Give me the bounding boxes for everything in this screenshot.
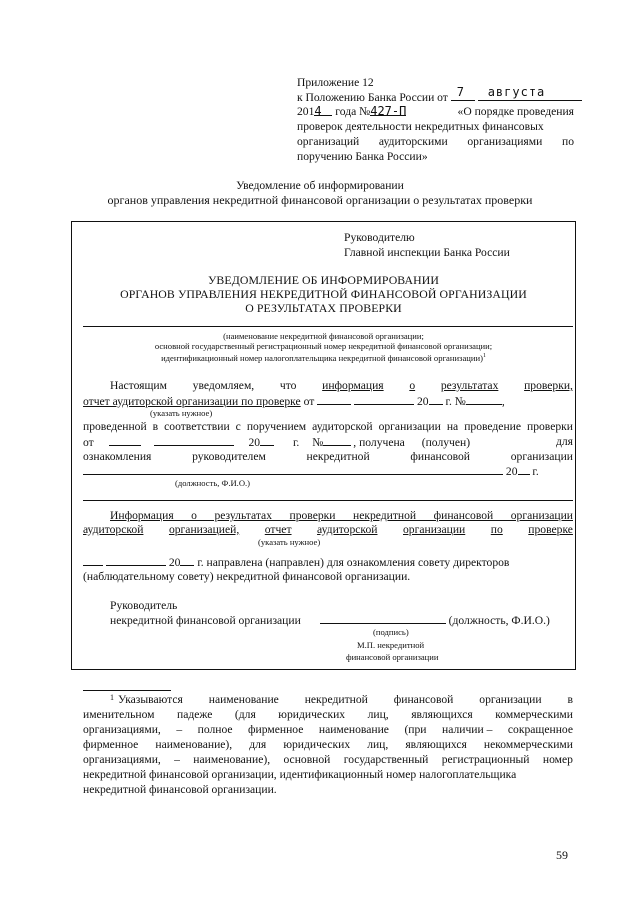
signatory-position-label: (должность, Ф.И.О.)	[448, 614, 550, 627]
word: проверке	[528, 523, 573, 536]
word: являющихся	[405, 738, 467, 751]
day-field	[451, 85, 475, 101]
word: сокращенное	[507, 723, 573, 736]
word: –	[176, 723, 183, 736]
word: наименование),	[193, 753, 271, 766]
word: о	[409, 379, 416, 392]
word: аудиторской	[317, 523, 378, 536]
date-day-field[interactable]	[317, 393, 351, 405]
word: –	[174, 753, 180, 766]
for-label: для	[555, 435, 573, 448]
manager-field[interactable]	[83, 463, 503, 475]
paragraph-1-line-2: отчет аудиторской организации по проверке от 20 г. № ,	[83, 395, 505, 408]
day-value: 7	[456, 85, 465, 99]
year2-20-label: 20	[248, 436, 261, 449]
regulation-number: 427-П	[370, 104, 407, 118]
g-label-2: г.	[532, 465, 539, 478]
signatory-line-2	[110, 612, 550, 628]
footnote-line-7: некредитной финансовой организации.	[83, 783, 277, 796]
word: Указываются	[118, 693, 183, 706]
received-label: , получена	[353, 436, 405, 449]
page-number: 59	[556, 848, 568, 862]
addressee-line-2: Главной инспекции Банка России	[344, 246, 510, 259]
appendix-regulation-line	[297, 85, 574, 105]
word: организации	[479, 693, 542, 706]
year-digit: 4	[314, 104, 332, 116]
paragraph-2-line-4: (наблюдательному совету) некредитной финансовой организации.	[83, 570, 411, 583]
word: юридических	[278, 708, 346, 721]
specify-hint: (указать нужное)	[150, 408, 213, 418]
paragraph-2-line-2	[83, 522, 573, 537]
year4-20-label: 20	[168, 556, 181, 569]
footnote-separator	[83, 690, 171, 691]
word: организациями,	[83, 723, 161, 736]
stamp-line-2: финансовой организации	[346, 652, 439, 662]
word: руководителем	[192, 450, 266, 463]
specify-hint-2: (указать нужное)	[258, 537, 321, 547]
date3-month-field[interactable]	[106, 554, 166, 566]
word: Настоящим	[110, 379, 167, 392]
form-heading-3: О РЕЗУЛЬТАТАХ ПРОВЕРКИ	[245, 301, 402, 315]
regulation-title-start: «О порядке проведения	[457, 105, 574, 118]
word: основной	[283, 753, 331, 766]
paragraph-1-line-6	[83, 463, 573, 479]
word: для	[249, 738, 267, 751]
word: в	[567, 693, 573, 706]
word: некредитной	[304, 693, 368, 706]
year-prefix: 201	[297, 105, 315, 118]
stamp-line-1: М.П. некредитной	[357, 640, 425, 650]
organization-name-field[interactable]	[83, 326, 573, 327]
appendix-label: Приложение 12	[297, 76, 374, 89]
doc-title-line-1: Уведомление об информировании	[236, 179, 404, 192]
from-label-2: от	[83, 436, 94, 449]
year-suffix: года №	[335, 105, 371, 118]
word: результатах	[440, 379, 499, 392]
word: информация	[322, 379, 384, 392]
info-field-line[interactable]	[83, 500, 573, 501]
position-hint: (должность, Ф.И.О.)	[175, 478, 251, 488]
word: организации	[510, 450, 573, 463]
date-month-field[interactable]	[354, 393, 414, 405]
form-heading-2: ОРГАНОВ УПРАВЛЕНИЯ НЕКРЕДИТНОЙ ФИНАНСОВОЙ ОРГАНИЗАЦИИ	[120, 287, 527, 301]
footnote-line-3	[83, 722, 573, 737]
word: наименование	[318, 723, 389, 736]
word: отчет	[264, 523, 292, 536]
word: именительном	[83, 708, 155, 721]
year-20-label: 20	[417, 395, 429, 408]
number2-field[interactable]	[323, 434, 351, 446]
word: финансовой	[410, 450, 471, 463]
paragraph-1-line-3: проведенной в соответствии с поручением аудиторской организации на проведение проверки	[83, 420, 573, 433]
word: коммерческими	[495, 708, 573, 721]
word: организацией,	[168, 523, 240, 536]
word: аудиторской	[83, 523, 144, 536]
form-heading-1: УВЕДОМЛЕНИЕ ОБ ИНФОРМИРОВАНИИ	[207, 273, 440, 287]
footnote-line-6: некредитной финансовой организации, идентификационный номер налогоплательщика	[83, 768, 517, 781]
doc-title-line-2: органов управления некредитной финансовой организации о результатах проверки	[107, 193, 533, 207]
word: организациями,	[83, 753, 161, 766]
word: некоммерческими	[483, 738, 573, 751]
word: что	[279, 379, 297, 392]
signature-field[interactable]	[320, 612, 446, 624]
word: полное	[197, 723, 233, 736]
paragraph-2-line-3	[83, 554, 573, 570]
from-label: от	[303, 395, 315, 408]
org-hint-2: основной государственный регистрационный номер некредитной финансовой организации;	[154, 341, 493, 351]
word: номер	[542, 753, 573, 766]
g-label: г.	[292, 436, 300, 449]
year3-field[interactable]	[518, 463, 530, 475]
footnote-line-5	[83, 752, 573, 767]
org-hint-3-text: идентификационный номер налогоплательщика некредитной финансовой организации)	[161, 352, 483, 363]
signature-hint: (подпись)	[373, 627, 409, 637]
month-field	[478, 85, 582, 101]
month-value: августа	[487, 85, 546, 99]
footnote-line-1	[118, 692, 573, 707]
addressee-line-1: Руководителю	[344, 231, 415, 244]
word: фирменное	[248, 723, 304, 736]
regulation-title-line-2: проверок деятельности некредитных финансовых	[297, 120, 544, 133]
sent-to-board-text: г. направлена (направлен) для ознакомления совету директоров	[197, 556, 510, 569]
audit-report-text: отчет аудиторской организации по проверке	[83, 395, 301, 408]
word: лиц,	[367, 738, 389, 751]
regulation-title-line-4: поручению Банка России»	[297, 150, 428, 163]
footnote-mark-text: 1	[110, 693, 114, 702]
paragraph-1-line-5	[83, 449, 573, 464]
year2-field[interactable]	[260, 434, 274, 446]
word: некредитной	[306, 450, 370, 463]
number-field[interactable]	[466, 393, 502, 405]
regulation-title-line-3: организаций аудиторскими организациями по	[297, 135, 574, 148]
paragraph-1-line-1	[110, 378, 573, 393]
signatory-org-label: некредитной финансовой организации	[110, 614, 301, 627]
paragraph-2-line-1: Информация о результатах проверки некредитной финансовой организации	[110, 509, 573, 522]
word: наименование	[208, 693, 279, 706]
word: юридических	[283, 738, 351, 751]
date2-month-field[interactable]	[154, 434, 234, 446]
received-alt-label: (получен)	[421, 436, 471, 449]
word: финансовой	[393, 693, 454, 706]
footnote-line-4	[83, 737, 573, 752]
word: проверки,	[524, 379, 573, 392]
number-label-2: №	[312, 436, 324, 449]
word: ознакомления	[83, 450, 152, 463]
number-label: г. №	[445, 395, 466, 408]
paragraph-1-line-4	[83, 434, 573, 450]
word: организации	[403, 523, 466, 536]
word: фирменное	[83, 738, 139, 751]
org-hint-1: (наименование некредитной финансовой организации;	[223, 331, 424, 341]
word: являющихся	[411, 708, 473, 721]
org-hint-footnote-mark: 1	[482, 353, 486, 359]
year3-20-label: 20	[505, 465, 518, 478]
date2-day-field[interactable]	[109, 434, 141, 446]
regulation-prefix: к Положению Банка России от	[297, 91, 448, 104]
word: государственный	[343, 753, 429, 766]
word: регистрационный	[441, 753, 530, 766]
year4-field[interactable]	[180, 554, 194, 566]
word: по	[490, 523, 503, 536]
word: лиц,	[367, 708, 389, 721]
signatory-line-1: Руководитель	[110, 599, 178, 612]
appendix-year-line	[297, 104, 574, 119]
word: уведомляем,	[192, 379, 255, 392]
word: наименование),	[155, 738, 233, 751]
date3-day-field[interactable]	[83, 554, 103, 566]
year-field[interactable]	[429, 393, 443, 405]
footnote-line-2	[83, 707, 573, 722]
word: (при	[404, 723, 427, 736]
word: падеже	[177, 708, 213, 721]
word: (для	[234, 708, 256, 721]
org-hint-3	[71, 351, 576, 363]
word: наличии –	[442, 723, 493, 736]
